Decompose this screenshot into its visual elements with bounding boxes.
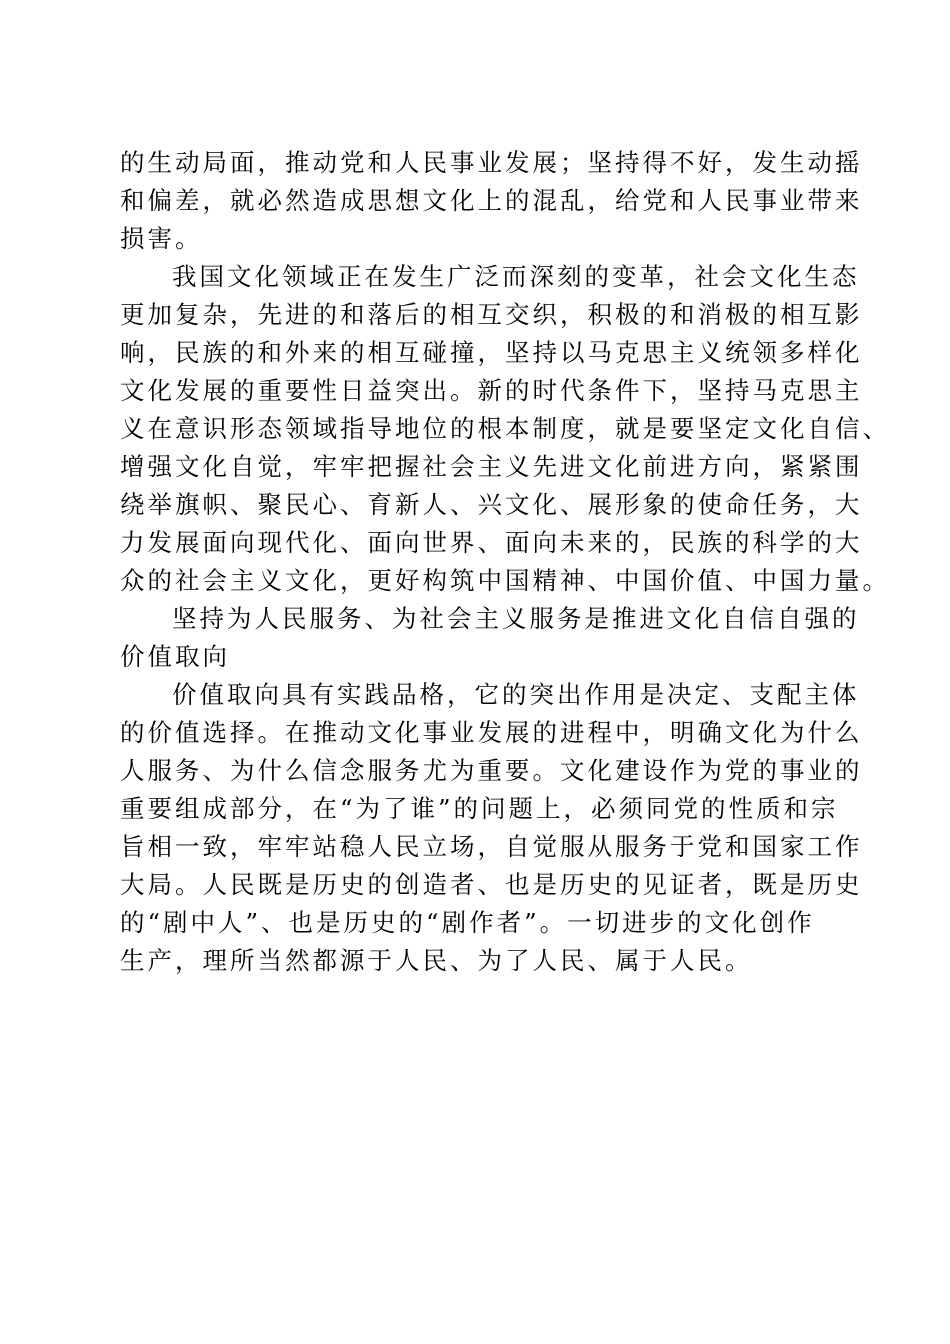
document-page xyxy=(120,144,890,980)
text-line: 的“剧中人”、也是历史的“剧作者”。一切进步的文化创作 xyxy=(120,908,815,937)
text-line: 生产，理所当然都源于人民、为了人民、属于人民。 xyxy=(120,946,753,975)
text-line: 文化发展的重要性日益突出。新的时代条件下，坚持马克思主 xyxy=(120,376,863,405)
text-line: 力发展面向现代化、面向世界、面向未来的，民族的科学的大 xyxy=(120,528,863,557)
text-line: 众的社会主义文化，更好构筑中国精神、中国价值、中国力量。 xyxy=(120,566,890,595)
paragraph-continued xyxy=(120,144,863,258)
text-line: 价值取向具有实践品格，它的突出作用是决定、支配主体 xyxy=(172,680,860,709)
paragraph-value-orientation xyxy=(120,676,863,980)
text-line: 绕举旗帜、聚民心、育新人、兴文化、展形象的使命任务，大 xyxy=(120,490,863,519)
text-line: 旨相一致，牢牢站稳人民立场，自觉服从服务于党和国家工作 xyxy=(120,832,863,861)
text-line: 响，民族的和外来的相互碰撞，坚持以马克思主义统领多样化 xyxy=(120,338,863,367)
text-line: 的价值选择。在推动文化事业发展的进程中，明确文化为什么 xyxy=(120,718,863,747)
text-line: 损害。 xyxy=(120,224,203,253)
text-line: 我国文化领域正在发生广泛而深刻的变革，社会文化生态 xyxy=(172,262,860,291)
text-line: 重要组成部分，在“为了谁”的问题上，必须同党的性质和宗 xyxy=(120,794,839,823)
heading-line: 价值取向 xyxy=(120,642,230,671)
heading-line: 坚持为人民服务、为社会主义服务是推进文化自信自强的 xyxy=(172,604,860,633)
paragraph-cultural-change xyxy=(120,258,890,600)
text-line: 人服务、为什么信念服务尤为重要。文化建设作为党的事业的 xyxy=(120,756,863,785)
text-line: 大局。人民既是历史的创造者、也是历史的见证者，既是历史 xyxy=(120,870,863,899)
text-line: 更加复杂，先进的和落后的相互交织，积极的和消极的相互影 xyxy=(120,300,863,329)
section-heading xyxy=(120,600,860,676)
text-line: 的生动局面，推动党和人民事业发展；坚持得不好，发生动摇 xyxy=(120,148,863,177)
text-line: 增强文化自觉，牢牢把握社会主义先进文化前进方向，紧紧围 xyxy=(120,452,863,481)
text-line: 和偏差，就必然造成思想文化上的混乱，给党和人民事业带来 xyxy=(120,186,863,215)
text-line: 义在意识形态领域指导地位的根本制度，就是要坚定文化自信、 xyxy=(120,414,890,443)
